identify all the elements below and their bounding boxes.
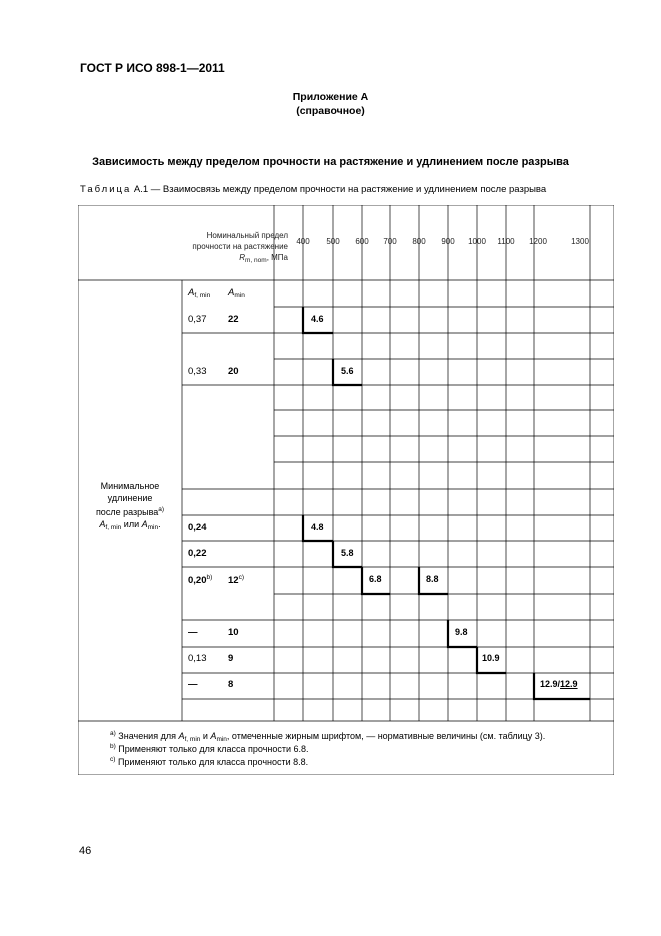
table-caption-text: А.1 — Взаимосвязь между пределом прочности на растяжение и удлинением после разрыва [133, 184, 547, 195]
tensile-tick: 1300 [571, 237, 589, 246]
class-9-8-label: 9.8 [455, 627, 468, 637]
class-5-6-label: 5.6 [341, 366, 354, 376]
tensile-tick: 400 [296, 237, 310, 246]
amin-value: 10 [228, 627, 239, 638]
elongation-table [78, 205, 614, 775]
class-4-8-label: 4.8 [311, 522, 324, 532]
class-5-8-label: 5.8 [341, 548, 354, 558]
tensile-tick: 1100 [497, 237, 515, 246]
class-12-9-label: 12.9/12.9 [540, 679, 578, 689]
elongation-side-label: Минимальное удлинение после разрыва$^{а)}$ $A_{f, min}$ или $A_{min}$. [95, 481, 165, 531]
class-10-9-label: 10.9 [482, 653, 500, 663]
af-value: 0,13 [188, 653, 207, 664]
tensile-header-line3: $R_{m, nom}$, МПа [239, 253, 288, 264]
footnote-c: $^{c)}$ Применяют только для класса прочности 8.8. [110, 756, 309, 767]
amin-value: 8 [228, 679, 234, 690]
tensile-tick: 1200 [529, 237, 547, 246]
amin-value: 22 [228, 314, 239, 325]
footnote-a: $^{a)}$ Значения для $A_{f, min}$ и $A_{min}$, отмеченные жирным шрифтом, — нормативные величины (см. таблицу 3). [110, 730, 546, 743]
tensile-tick: 800 [412, 237, 426, 246]
page-number: 46 [79, 845, 92, 857]
af-value: 0,22 [188, 548, 207, 559]
tensile-tick: 700 [383, 237, 397, 246]
document-id: ГОСТ Р ИСО 898-1—2011 [80, 61, 225, 75]
annex-title: Приложение А [292, 91, 369, 103]
amin-value: 12$^{c)}$ [228, 574, 244, 586]
table-caption [80, 184, 546, 195]
annex-subtitle: (справочное) [296, 105, 365, 117]
class-8-8-label: 8.8 [426, 574, 439, 584]
amin-column-head: $A_{min}$ [228, 287, 245, 299]
tensile-tick: 1000 [468, 237, 486, 246]
amin-value: 9 [228, 653, 234, 664]
amin-value: 20 [228, 366, 239, 377]
table-caption-prefix: Таблица [80, 184, 132, 195]
af-value: 0,20$^{b)}$ [188, 574, 213, 586]
af-value: — [188, 627, 198, 638]
tensile-tick: 500 [326, 237, 340, 246]
af-value: 0,37 [188, 314, 207, 325]
tensile-header-line1: Номинальный предел [206, 231, 288, 240]
af-column-head: $A_{f, min}$ [188, 287, 211, 299]
footnote-b: $^{b)}$ Применяют только для класса прочности 6.8. [110, 743, 309, 754]
af-value: — [188, 679, 198, 690]
annex-heading [0, 90, 661, 118]
tensile-tick: 900 [441, 237, 455, 246]
tensile-tick: 600 [355, 237, 369, 246]
class-6-8-label: 6.8 [369, 574, 382, 584]
tensile-header-line2: прочности на растяжение [192, 242, 288, 251]
class-4-6-label: 4.6 [311, 314, 324, 324]
tensile-header-label [98, 230, 288, 266]
af-value: 0,24 [188, 522, 207, 533]
section-title: Зависимость между пределом прочности на растяжение и удлинением после разрыва [92, 156, 569, 168]
af-value: 0,33 [188, 366, 207, 377]
